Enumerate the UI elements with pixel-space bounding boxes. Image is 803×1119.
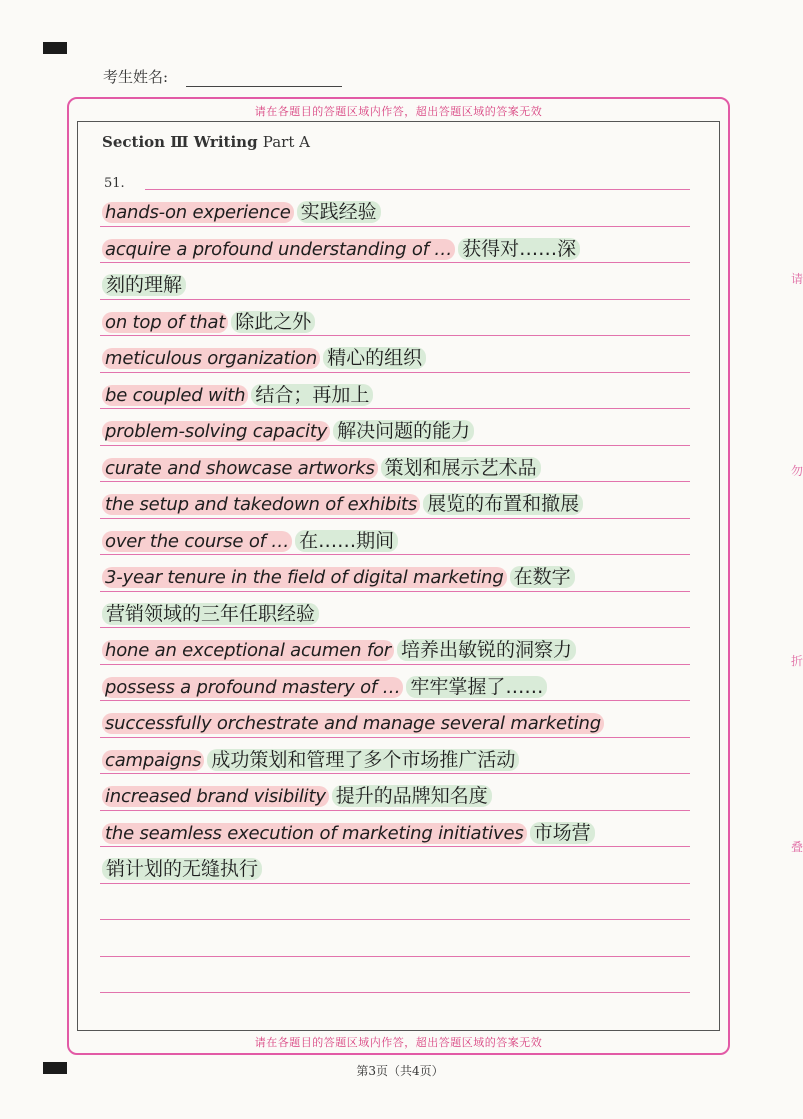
side-margin-char: 请 bbox=[791, 272, 803, 286]
registration-mark-top bbox=[43, 42, 67, 54]
english-phrase: over the course of … bbox=[102, 531, 292, 552]
chinese-translation: 获得对……深 bbox=[458, 238, 580, 260]
english-phrase: meticulous organization bbox=[102, 348, 320, 369]
english-phrase: 3-year tenure in the field of digital marketing bbox=[102, 567, 507, 588]
english-phrase: the seamless execution of marketing initiatives bbox=[102, 823, 527, 844]
note-row bbox=[102, 417, 474, 445]
note-row bbox=[102, 709, 604, 737]
chinese-translation: 实践经验 bbox=[297, 201, 381, 223]
answer-area-notice-bottom: 请在各题目的答题区域内作答，超出答题区域的答案无效 bbox=[254, 1036, 543, 1049]
chinese-translation: 销计划的无缝执行 bbox=[102, 858, 262, 880]
side-margin-char: 勿 bbox=[791, 464, 803, 478]
english-phrase: curate and showcase artworks bbox=[102, 458, 378, 479]
note-row bbox=[102, 454, 541, 482]
section-title-main: Section Ⅲ Writing bbox=[102, 133, 258, 151]
ruled-line bbox=[100, 956, 690, 957]
chinese-translation: 结合；再加上 bbox=[251, 384, 373, 406]
chinese-translation: 成功策划和管理了多个市场推广活动 bbox=[207, 749, 519, 771]
side-margin-char: 折 bbox=[791, 654, 803, 668]
note-row bbox=[102, 490, 583, 518]
note-row bbox=[102, 855, 262, 883]
chinese-translation: 在数字 bbox=[510, 566, 575, 588]
question-number: 51. bbox=[104, 176, 125, 191]
note-row bbox=[102, 198, 381, 226]
english-phrase: on top of that bbox=[102, 312, 228, 333]
chinese-translation: 精心的组织 bbox=[323, 347, 426, 369]
chinese-translation: 市场营 bbox=[530, 822, 595, 844]
ruled-line bbox=[100, 299, 690, 300]
side-margin-char: 叠 bbox=[791, 840, 803, 854]
chinese-translation: 解决问题的能力 bbox=[333, 420, 474, 442]
candidate-name-field[interactable] bbox=[186, 86, 342, 87]
note-row bbox=[102, 746, 519, 774]
english-phrase: be coupled with bbox=[102, 385, 248, 406]
chinese-translation: 提升的品牌知名度 bbox=[332, 785, 492, 807]
ruled-line bbox=[145, 189, 690, 190]
chinese-translation: 策划和展示艺术品 bbox=[381, 457, 541, 479]
note-row bbox=[102, 819, 595, 847]
section-title-part: Part A bbox=[262, 133, 310, 151]
chinese-translation: 刻的理解 bbox=[102, 274, 186, 296]
note-row bbox=[102, 600, 319, 628]
english-phrase: hone an exceptional acumen for bbox=[102, 640, 394, 661]
english-phrase: increased brand visibility bbox=[102, 786, 329, 807]
chinese-translation: 培养出敏锐的洞察力 bbox=[397, 639, 576, 661]
chinese-translation: 展览的布置和撤展 bbox=[423, 493, 583, 515]
note-row bbox=[102, 636, 576, 664]
note-row bbox=[102, 527, 398, 555]
english-phrase: campaigns bbox=[102, 750, 204, 771]
english-phrase: the setup and takedown of exhibits bbox=[102, 494, 420, 515]
english-phrase: successfully orchestrate and manage several marketing bbox=[102, 713, 604, 734]
note-row bbox=[102, 344, 426, 372]
note-row bbox=[102, 563, 575, 591]
note-row bbox=[102, 381, 373, 409]
note-row bbox=[102, 673, 547, 701]
chinese-translation: 在……期间 bbox=[295, 530, 398, 552]
section-title bbox=[102, 133, 310, 151]
ruled-line bbox=[100, 992, 690, 993]
english-phrase: problem-solving capacity bbox=[102, 421, 330, 442]
note-row bbox=[102, 271, 186, 299]
note-row bbox=[102, 235, 580, 263]
note-row bbox=[102, 308, 315, 336]
page-footer: 第3页（共4页） bbox=[356, 1064, 444, 1078]
chinese-translation: 营销领域的三年任职经验 bbox=[102, 603, 319, 625]
ruled-line bbox=[100, 919, 690, 920]
candidate-name-label: 考生姓名: bbox=[103, 68, 169, 86]
chinese-translation: 除此之外 bbox=[231, 311, 315, 333]
english-phrase: acquire a profound understanding of … bbox=[102, 239, 455, 260]
answer-area-notice-top: 请在各题目的答题区域内作答，超出答题区域的答案无效 bbox=[254, 105, 543, 118]
english-phrase: possess a profound mastery of … bbox=[102, 677, 403, 698]
note-row bbox=[102, 782, 492, 810]
chinese-translation: 牢牢掌握了…… bbox=[406, 676, 547, 698]
english-phrase: hands-on experience bbox=[102, 202, 294, 223]
